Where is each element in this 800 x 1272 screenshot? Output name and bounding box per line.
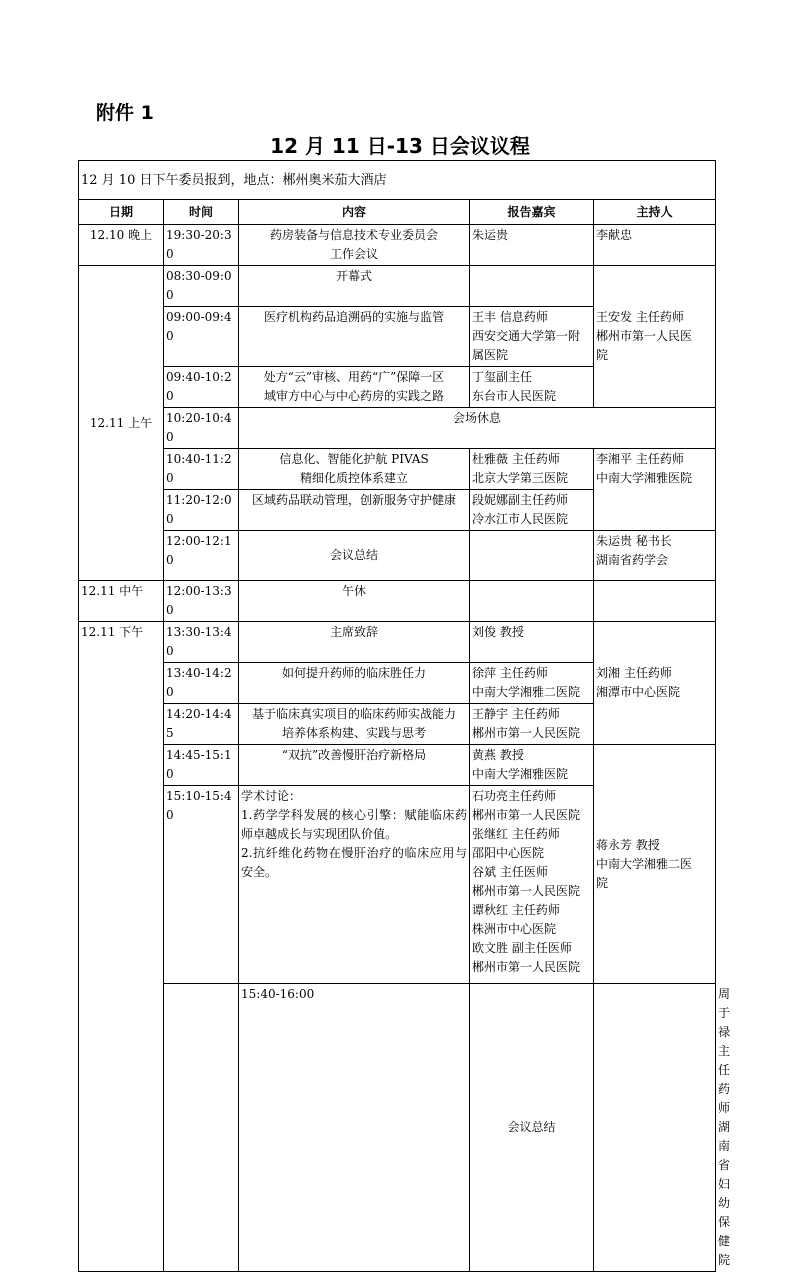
header-content: 内容	[239, 200, 470, 225]
speaker-cell	[470, 745, 594, 786]
content-line: 培养体系构建、实践与思考	[281, 726, 426, 740]
host-cell	[594, 449, 716, 531]
speaker-line: 谭秋红 主任药师	[472, 903, 560, 917]
speaker-cell: 朱运贵	[470, 225, 594, 266]
speaker-cell	[470, 663, 594, 704]
host-line: 湖南省药学会	[596, 553, 669, 567]
content-cell: 开幕式	[239, 266, 470, 307]
time-cell: 15:10-15:40	[164, 786, 239, 984]
content-line: 精细化质控体系建立	[299, 471, 408, 485]
speaker-cell	[470, 490, 594, 531]
time-cell: 12:00-12:10	[164, 531, 239, 581]
content-cell: 区域药品联动管理，创新服务守护健康	[239, 490, 470, 531]
speaker-cell	[470, 581, 594, 622]
speaker-line: 冷水江市人民医院	[472, 512, 569, 526]
speaker-line: 西安交通大学第一附	[472, 329, 581, 343]
host-line: 湘潭市中心医院	[596, 685, 681, 699]
speaker-line: 张继红 主任药师	[472, 827, 560, 841]
speaker-line: 东台市人民医院	[472, 389, 557, 403]
page-title: 12 月 11 日-13 日会议议程	[270, 134, 530, 158]
content-cell	[239, 367, 470, 408]
speaker-line: 属医院	[472, 348, 509, 362]
content-line: 2.抗纤维化药物在慢肝治疗的临床应用与安全。	[241, 846, 467, 879]
host-line: 李湘平 主任药师	[596, 452, 684, 466]
speaker-line: 谷斌 主任医师	[472, 865, 548, 879]
content-cell: 如何提升药师的临床胜任力	[239, 663, 470, 704]
time-cell: 12:00-13:30	[164, 581, 239, 622]
date-cell: 12.10 晚上	[79, 225, 164, 266]
time-cell: 09:00-09:40	[164, 307, 239, 367]
time-cell: 10:40-11:20	[164, 449, 239, 490]
speaker-line: 黄燕 教授	[472, 748, 524, 762]
host-line: 郴州市第一人民医	[596, 329, 693, 343]
host-cell	[594, 622, 716, 745]
table-row	[79, 581, 716, 622]
date-cell: 12.11 下午	[79, 622, 164, 1272]
content-cell	[239, 449, 470, 490]
content-cell: 医疗机构药品追溯码的实施与监管	[239, 307, 470, 367]
host-line: 院	[596, 348, 609, 362]
content-cell: “双抗”改善慢肝治疗新格局	[239, 745, 470, 786]
attachment-label: 附件 1	[96, 102, 154, 124]
content-cell	[239, 225, 470, 266]
content-line: 域审方中心与中心药房的实践之路	[263, 389, 444, 403]
speaker-cell	[470, 531, 594, 581]
time-cell: 15:40-16:00	[239, 984, 470, 1272]
time-cell: 13:40-14:20	[164, 663, 239, 704]
speaker-line: 北京大学第三医院	[472, 471, 569, 485]
host-cell	[594, 531, 716, 581]
speaker-line: 杜雅薇 主任药师	[472, 452, 560, 466]
content-line: 处方“云”审核、用药“广”保障一区	[263, 370, 445, 384]
speaker-cell	[470, 449, 594, 490]
speaker-line: 段妮娜副主任药师	[472, 493, 569, 507]
host-cell	[594, 581, 716, 622]
speaker-line: 株洲市中心医院	[472, 922, 557, 936]
table-row	[79, 266, 716, 307]
content-cell	[239, 704, 470, 745]
agenda-table	[78, 160, 731, 1272]
content-cell: 会议总结	[470, 984, 594, 1272]
host-line: 刘湘 主任药师	[596, 666, 672, 680]
time-cell: 09:40-10:20	[164, 367, 239, 408]
speaker-cell	[470, 307, 594, 367]
content-line: 基于临床真实项目的临床药师实战能力	[251, 707, 456, 721]
host-line: 朱运贵 秘书长	[596, 534, 672, 548]
speaker-line: 郴州市第一人民医院	[472, 726, 581, 740]
content-line: 1.药学学科发展的核心引擎：赋能临床药师卓越成长与实现团队价值。	[241, 808, 467, 841]
time-cell: 19:30-20:30	[164, 225, 239, 266]
host-line: 中南大学湘雅二医	[596, 856, 693, 871]
content-line: 信息化、智能化护航 PIVAS	[279, 452, 429, 466]
host-line: 中南大学湘雅医院	[596, 471, 693, 485]
time-cell: 13:30-13:40	[164, 622, 239, 663]
header-time: 时间	[164, 200, 239, 225]
content-cell	[239, 786, 470, 984]
host-cell	[594, 266, 716, 408]
speaker-line: 中南大学湘雅二医院	[472, 685, 581, 699]
host-cell: 李献忠	[594, 225, 716, 266]
speaker-line: 石功亮主任药师	[472, 789, 557, 803]
date-cell: 12.11 中午	[79, 581, 164, 622]
speaker-cell	[470, 786, 594, 984]
speaker-cell: 刘俊 教授	[470, 622, 594, 663]
speaker-line: 王静宇 主任药师	[472, 707, 560, 721]
speaker-cell	[470, 367, 594, 408]
host-line: 院	[596, 875, 609, 890]
speaker-line: 中南大学湘雅医院	[472, 767, 569, 781]
registration-note: 12 月 10 日下午委员报到，地点：郴州奥米茄大酒店	[79, 161, 716, 200]
speaker-line: 郴州市第一人民医院	[472, 960, 581, 974]
speaker-line: 王丰 信息药师	[472, 310, 548, 324]
date-cell	[164, 984, 239, 1272]
speaker-line: 郴州市第一人民医院	[472, 884, 581, 898]
speaker-line: 欧文胜 副主任医师	[472, 941, 572, 955]
speaker-line: 丁玺副主任	[472, 370, 533, 384]
registration-row	[79, 161, 716, 200]
header-row	[79, 200, 716, 225]
content-line: 药房装备与信息技术专业委员会	[269, 228, 438, 242]
table-row	[79, 622, 716, 663]
host-cell	[594, 745, 716, 984]
content-cell: 会场休息	[239, 408, 716, 449]
host-line: 王安发 主任药师	[596, 310, 684, 324]
time-cell: 11:20-12:00	[164, 490, 239, 531]
table-row: 15:40-16:00 会议总结 周于禄 主任药师 湖南省妇幼保健院	[79, 984, 716, 1272]
table-row	[79, 449, 716, 490]
content-cell: 主席致辞	[239, 622, 470, 663]
speaker-cell	[594, 984, 716, 1272]
content-cell: 午休	[239, 581, 470, 622]
speaker-cell	[470, 704, 594, 745]
table-row	[79, 745, 716, 786]
time-cell: 10:20-10:40	[164, 408, 239, 449]
date-cell: 12.11 上午	[79, 266, 164, 581]
header-date: 日期	[79, 200, 164, 225]
table-row	[79, 225, 716, 266]
table-row	[79, 531, 716, 581]
speaker-line: 徐萍 主任药师	[472, 666, 548, 680]
header-host: 主持人	[594, 200, 716, 225]
speaker-line: 邵阳中心医院	[472, 846, 545, 860]
content-cell: 会议总结	[239, 531, 470, 581]
time-cell: 14:20-14:45	[164, 704, 239, 745]
table-row	[79, 408, 716, 449]
speaker-cell	[470, 266, 594, 307]
content-line: 工作会议	[329, 247, 378, 261]
header-speaker: 报告嘉宾	[470, 200, 594, 225]
time-cell: 08:30-09:00	[164, 266, 239, 307]
host-line: 蒋永芳 教授	[596, 837, 660, 852]
time-cell: 14:45-15:10	[164, 745, 239, 786]
speaker-line: 郴州市第一人民医院	[472, 808, 581, 822]
content-line: 学术讨论：	[241, 789, 302, 803]
